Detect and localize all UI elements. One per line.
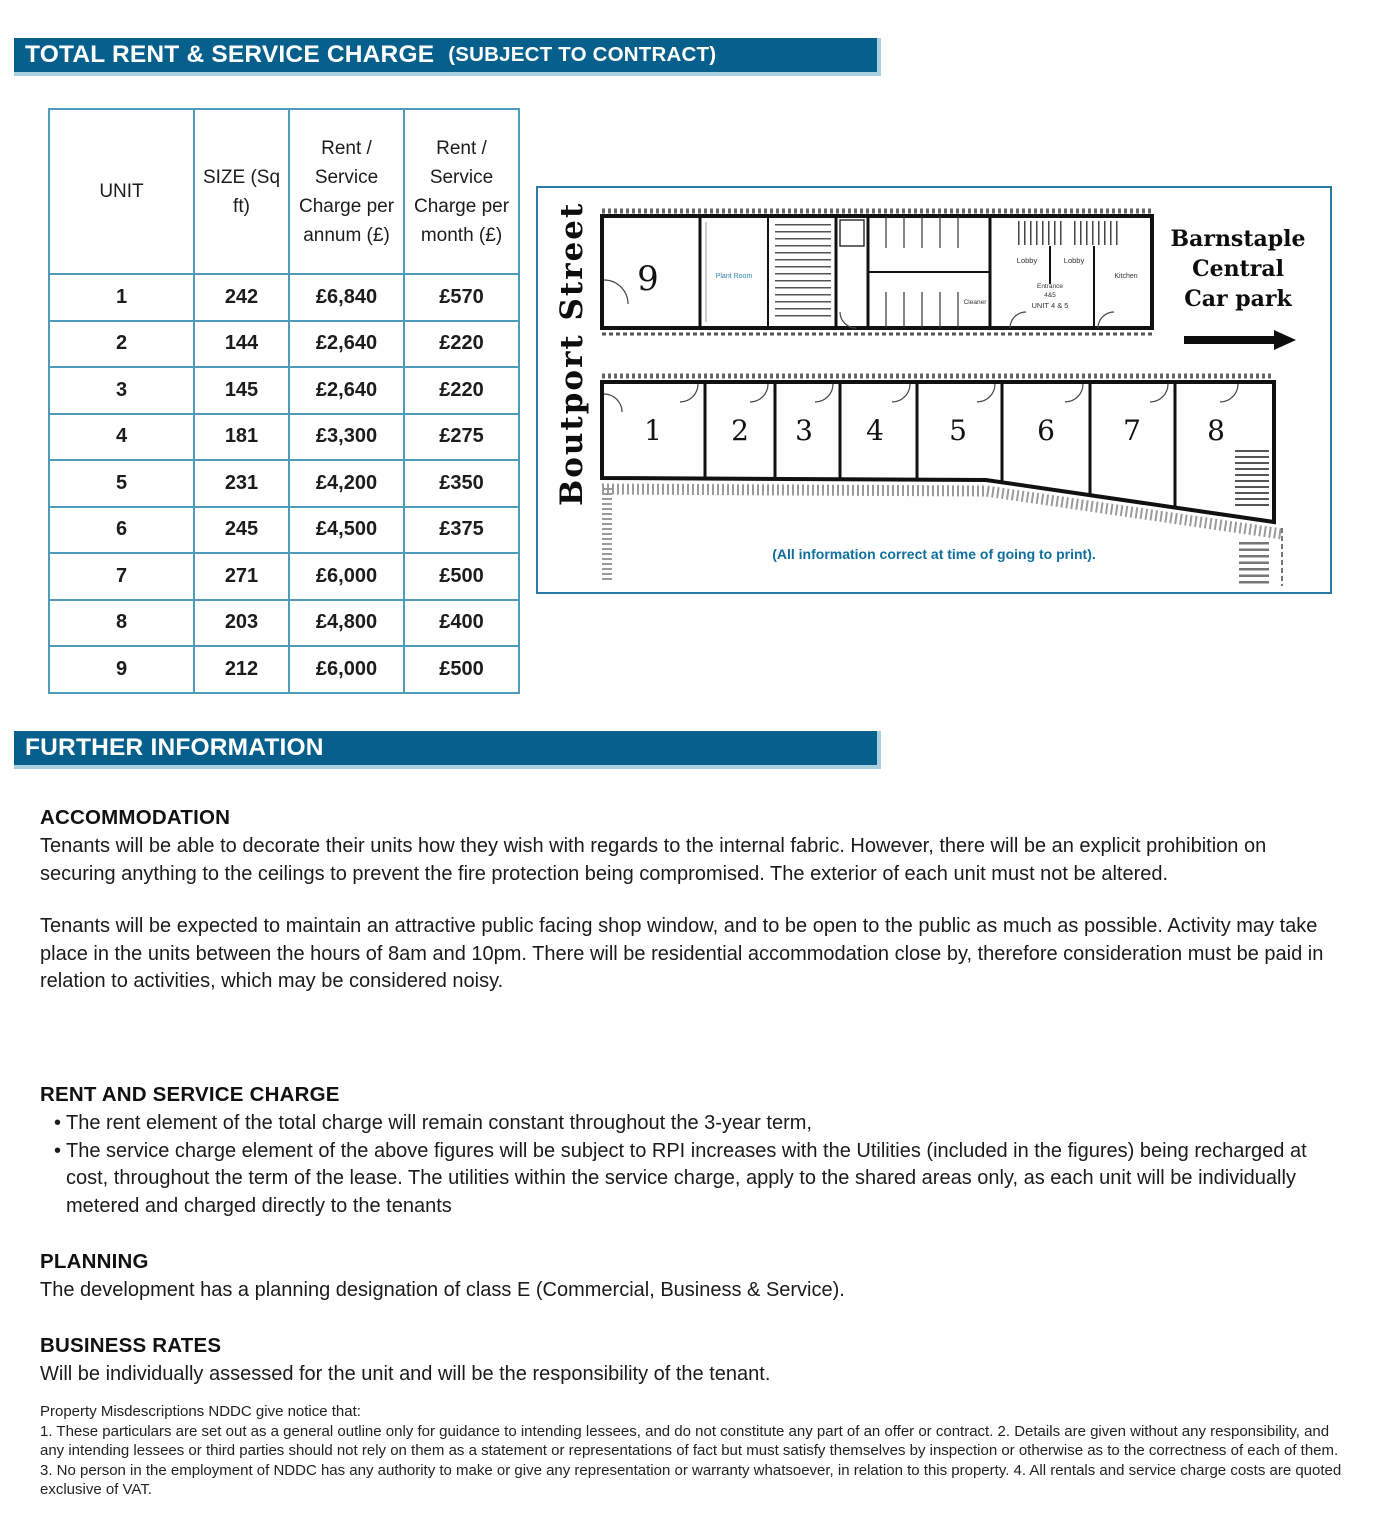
entrance-label-2: 4&5 xyxy=(1044,292,1056,299)
table-header-row xyxy=(49,109,519,274)
accommodation-section xyxy=(40,806,1344,996)
table-row xyxy=(49,507,519,554)
col-header-size: SIZE (Sq ft) xyxy=(194,109,289,274)
cell-unit: 5 xyxy=(49,460,194,507)
col-header-rent-month: Rent / Service Charge per month (£) xyxy=(404,109,519,274)
accommodation-paragraph-2: Tenants will be expected to maintain an attractive public facing shop window, and to be open to the public as much as possible. Activity may take place in the units between the hours of 8am and 10pm. There will be residential accommodation close by, therefore consideration must be paid in relation to activities, which may be considered noisy. xyxy=(40,915,1324,992)
cell-rent-month: £500 xyxy=(404,646,519,693)
further-information-banner-title: FURTHER INFORMATION xyxy=(25,734,324,761)
rent-service-charge-heading: RENT AND SERVICE CHARGE xyxy=(40,1083,340,1106)
table-row xyxy=(49,460,519,507)
unit-label-6: 6 xyxy=(1037,414,1055,447)
cell-rent-annum: £6,000 xyxy=(289,646,404,693)
rent-table-header xyxy=(49,109,519,274)
floor-plan-drawing xyxy=(538,188,1330,592)
cell-size: 181 xyxy=(194,414,289,461)
plant-room-label: Plant Room xyxy=(715,273,753,280)
cell-rent-month: £375 xyxy=(404,507,519,554)
total-rent-banner-title: TOTAL RENT & SERVICE CHARGE xyxy=(25,41,435,68)
unit-label-4: 4 xyxy=(866,414,884,447)
table-row xyxy=(49,646,519,693)
rent-service-charge-table xyxy=(48,108,520,694)
bullet-icon: • xyxy=(54,1139,62,1162)
rent-bullet-2 xyxy=(40,1138,1344,1221)
cell-rent-annum: £4,200 xyxy=(289,460,404,507)
lobby-right-label: Lobby xyxy=(1063,256,1085,265)
planning-body: The development has a planning designation of class E (Commercial, Business & Service). xyxy=(40,1279,845,1301)
table-row xyxy=(49,274,519,321)
upper-unit-label: 9 xyxy=(637,259,659,299)
cell-unit: 1 xyxy=(49,274,194,321)
business-rates-section xyxy=(40,1334,1344,1389)
cell-size: 242 xyxy=(194,274,289,321)
unit-label-5: 5 xyxy=(949,414,967,447)
table-row xyxy=(49,414,519,461)
cell-rent-month: £400 xyxy=(404,600,519,647)
total-rent-banner-subtitle: (SUBJECT TO CONTRACT) xyxy=(448,43,717,66)
total-rent-banner xyxy=(14,38,881,76)
carpark-arrow-icon xyxy=(1184,330,1296,350)
bullet-icon: • xyxy=(54,1112,62,1134)
cell-rent-month: £500 xyxy=(404,553,519,600)
cell-rent-month: £275 xyxy=(404,414,519,461)
disclaimer-body: 1. These particulars are set out as a general outline only for guidance to intending lessees, and do not constitute any part of an offer or contract. 2. Details are given without any responsibility, and any intending lessees or third parties should not rely on them as a statement or representations of fact but must satisfy themselves by inspection or otherwise as to the correctness of each of them. 3. No person in the employment of NDDC has any authority to make or give any representation or warranty whatsoever, in relation to this property. 4. All rentals and service charge costs are quoted exclusive of VAT. xyxy=(40,1422,1342,1498)
street-label: Boutport Street xyxy=(554,201,590,506)
cell-rent-month: £220 xyxy=(404,321,519,368)
table-row xyxy=(49,600,519,647)
cell-unit: 6 xyxy=(49,507,194,554)
cell-size: 145 xyxy=(194,367,289,414)
cell-unit: 9 xyxy=(49,646,194,693)
cell-rent-annum: £4,800 xyxy=(289,600,404,647)
cell-rent-annum: £6,000 xyxy=(289,553,404,600)
table-row xyxy=(49,553,519,600)
cell-unit: 7 xyxy=(49,553,194,600)
unit-label-8: 8 xyxy=(1207,414,1225,447)
disclaimer-section xyxy=(40,1402,1344,1500)
cell-size: 245 xyxy=(194,507,289,554)
plan-caption: (All information correct at time of going to print). xyxy=(772,546,1096,562)
planning-section xyxy=(40,1250,1344,1305)
rent-bullet-1 xyxy=(40,1110,1344,1138)
cell-size: 203 xyxy=(194,600,289,647)
entrance-label-3: UNIT 4 & 5 xyxy=(1031,301,1069,310)
kitchen-label: Kitchen xyxy=(1114,273,1138,280)
cell-rent-annum: £3,300 xyxy=(289,414,404,461)
cell-rent-annum: £2,640 xyxy=(289,321,404,368)
further-information-banner xyxy=(14,731,881,769)
cell-rent-annum: £2,640 xyxy=(289,367,404,414)
accommodation-heading: ACCOMMODATION xyxy=(40,806,231,829)
business-rates-body: Will be individually assessed for the unit and will be the responsibility of the tenant. xyxy=(40,1363,771,1385)
rent-service-charge-section xyxy=(40,1083,1344,1220)
floor-plan-panel xyxy=(536,186,1332,594)
planning-heading: PLANNING xyxy=(40,1250,149,1273)
unit-label-2: 2 xyxy=(731,414,749,447)
unit-label-3: 3 xyxy=(795,414,813,447)
rent-bullet-1-text: The rent element of the total charge will remain constant throughout the 3-year term, xyxy=(66,1112,812,1134)
cell-rent-annum: £4,500 xyxy=(289,507,404,554)
col-header-unit: UNIT xyxy=(49,109,194,274)
table-row xyxy=(49,367,519,414)
table-row xyxy=(49,321,519,368)
cell-size: 231 xyxy=(194,460,289,507)
cell-rent-month: £350 xyxy=(404,460,519,507)
entrance-label-1: Entrance xyxy=(1036,283,1064,290)
accommodation-paragraph-1: Tenants will be able to decorate their units how they wish with regards to the internal fabric. However, there will be an explicit prohibition on securing anything to the ceilings to prevent the fire protection being compromised. The exterior of each unit must not be altered. xyxy=(40,835,1267,885)
carpark-line-3: Car park xyxy=(1184,286,1292,312)
lobby-left-label: Lobby xyxy=(1016,256,1038,265)
disclaimer-intro: Property Misdescriptions NDDC give notice that: xyxy=(40,1403,361,1420)
carpark-line-1: Barnstaple xyxy=(1170,226,1306,252)
col-header-rent-annum: Rent / Service Charge per annum (£) xyxy=(289,109,404,274)
cell-unit: 3 xyxy=(49,367,194,414)
cell-unit: 8 xyxy=(49,600,194,647)
cell-unit: 4 xyxy=(49,414,194,461)
cell-size: 144 xyxy=(194,321,289,368)
upper-building xyxy=(602,211,1152,334)
rent-bullet-2-text: The service charge element of the above figures will be subject to RPI increases with the Utilities (included in the figures) being recharged at cost, throughout the term of the lease. The utilities within the service charge, apply to the shared areas only, as each unit will be individually metered and charged directly to the tenants xyxy=(66,1139,1307,1217)
unit-label-1: 1 xyxy=(644,414,662,447)
carpark-line-2: Central xyxy=(1192,256,1284,282)
cell-rent-month: £570 xyxy=(404,274,519,321)
cell-rent-annum: £6,840 xyxy=(289,274,404,321)
cell-size: 271 xyxy=(194,553,289,600)
business-rates-heading: BUSINESS RATES xyxy=(40,1334,222,1357)
cell-rent-month: £220 xyxy=(404,367,519,414)
cell-size: 212 xyxy=(194,646,289,693)
unit-label-7: 7 xyxy=(1123,414,1141,447)
cleaner-label: Cleaner xyxy=(963,299,987,306)
carpark-label xyxy=(1171,226,1306,312)
cell-unit: 2 xyxy=(49,321,194,368)
